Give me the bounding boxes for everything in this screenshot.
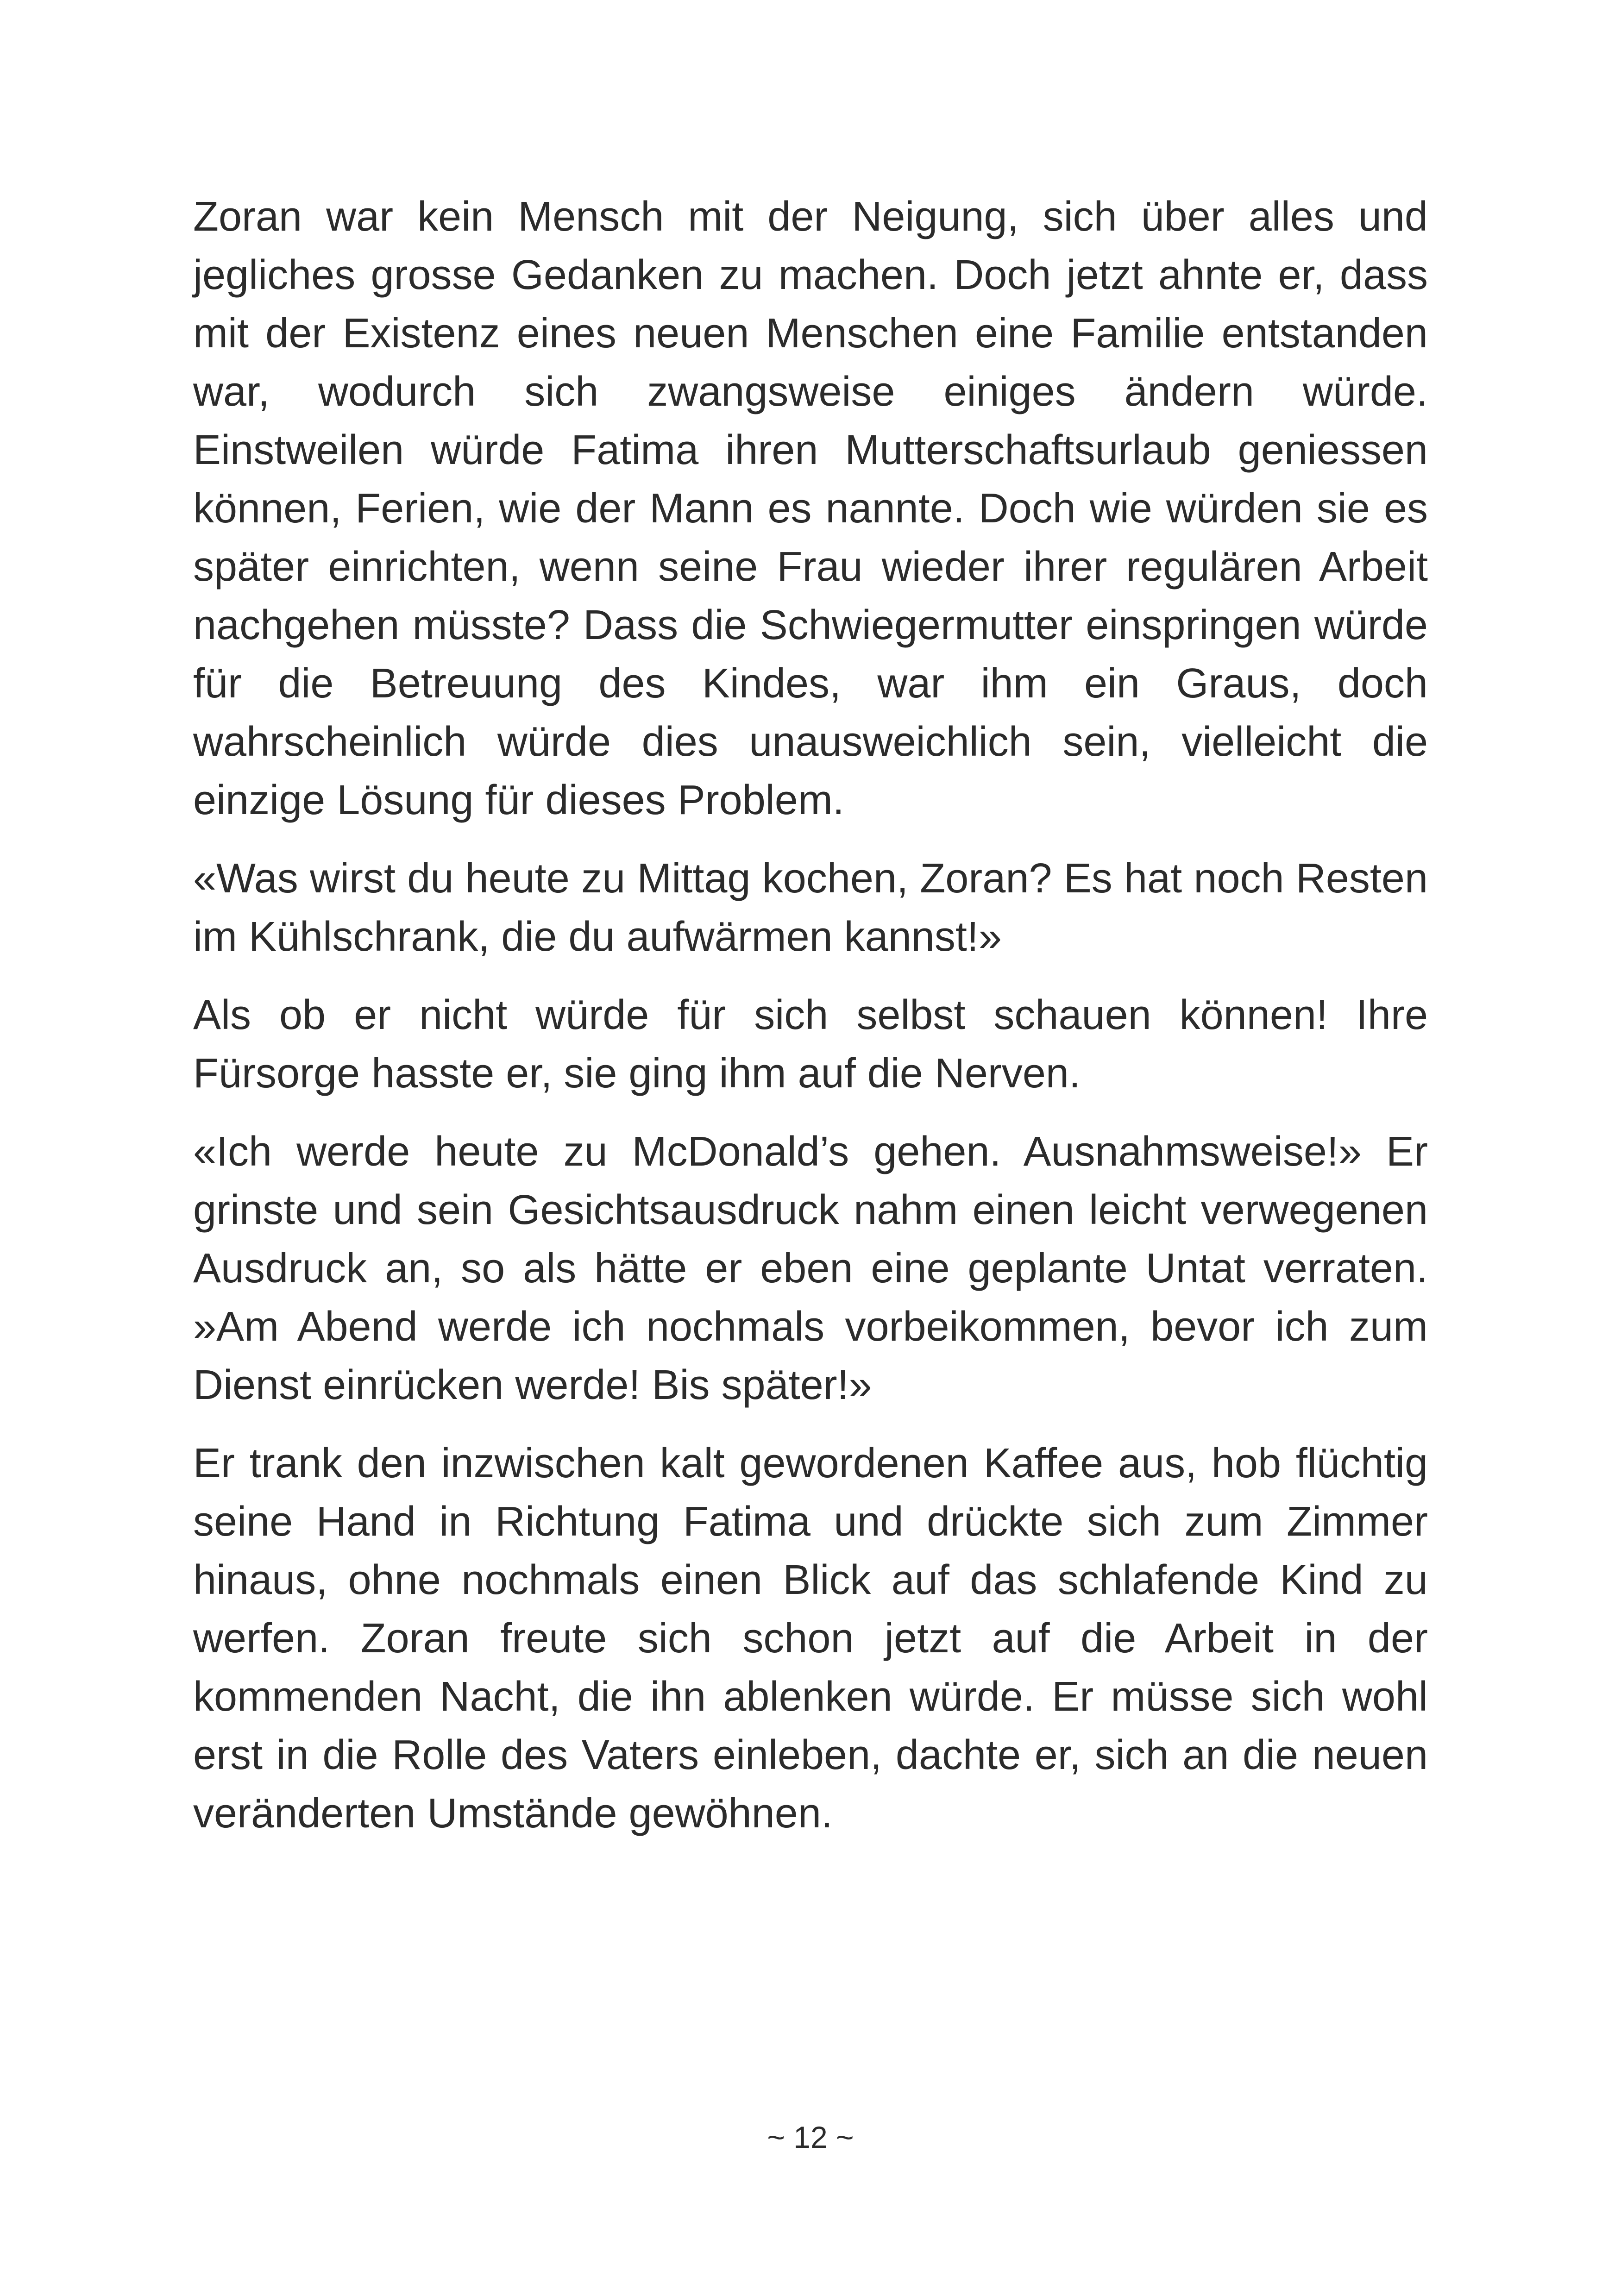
paragraph-1: Zoran war kein Mensch mit der Neigung, sich über alles und jegliches grosse Gedanken zu machen. Doch jetzt ahnte er, dass mit der Existenz eines neuen Menschen eine Familie entstanden war, wodurch sich zwangsweise einiges ändern würde. Einstweilen würde Fatima ihren Mutterschaftsurlaub geniessen können, Ferien, wie der Mann es nannte. Doch wie würden sie es später einrichten, wenn seine Frau wieder ihrer regulären Arbeit nachgehen müsste? Dass die Schwiegermutter einspringen würde für die Betreuung des Kindes, war ihm ein Graus, doch wahrscheinlich würde dies unausweichlich sein, vielleicht die einzige Lösung für dieses Problem. [193, 194, 1428, 823]
body-text [193, 188, 1428, 1863]
paragraph-2: «Was wirst du heute zu Mittag kochen, Zoran? Es hat noch Resten im Kühlschrank, die du aufwärmen kannst!» [193, 855, 1428, 960]
page-number: ~ 12 ~ [767, 2120, 854, 2154]
paragraph-5: Er trank den inzwischen kalt gewordenen Kaffee aus, hob flüchtig seine Hand in Richtung Fatima und drückte sich zum Zimmer hinaus, ohne nochmals einen Blick auf das schlafende Kind zu werfen. Zoran freute sich schon jetzt auf die Arbeit in der kommenden Nacht, die ihn ablenken würde. Er müsse sich wohl erst in die Rolle des Vaters einleben, dachte er, sich an die neuen veränderten Umstände gewöhnen. [193, 1440, 1428, 1837]
paragraph-4: «Ich werde heute zu McDonald’s gehen. Ausnahmsweise!» Er grinste und sein Gesichtsausdruck nahm einen leicht verwegenen Ausdruck an, so als hätte er eben eine geplante Untat verraten. »Am Abend werde ich nochmals vorbeikommen, bevor ich zum Dienst einrücken werde! Bis später!» [193, 1129, 1428, 1408]
paragraph-3: Als ob er nicht würde für sich selbst schauen können! Ihre Fürsorge hasste er, sie ging ihm auf die Nerven. [193, 992, 1428, 1097]
